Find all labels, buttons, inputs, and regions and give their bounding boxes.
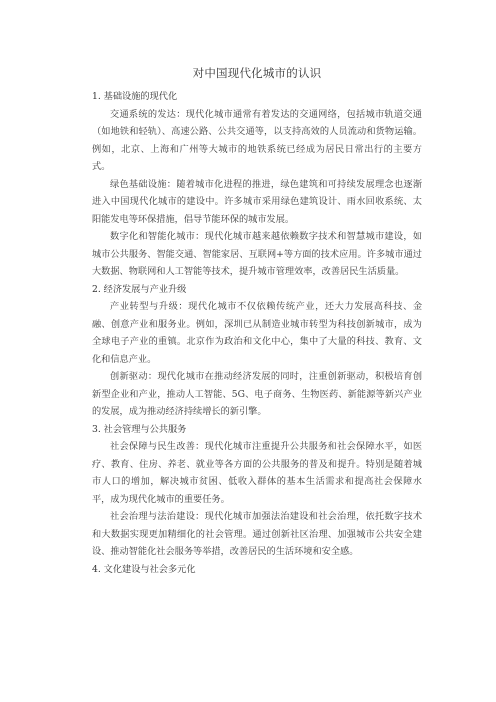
paragraph-label: 创新驱动： xyxy=(110,371,158,382)
paragraph-label: 绿色基础设施： xyxy=(110,178,177,190)
paragraph xyxy=(92,228,422,281)
section-heading: 2. 经济发展与产业升级 xyxy=(92,283,187,295)
section-heading: 3. 社会管理与公共服务 xyxy=(92,423,187,435)
paragraph xyxy=(92,508,422,561)
paragraph-text: 现代化城市不仅依赖传统产业，还大力发展高科技、金融、创意产业和服务业。例如，深圳已从制造业城市转型为科技创新城市，成为全球电子产业的重镇。北京作为政治和文化中心，集中了大量的科技、教育、文化和信息产业。 xyxy=(92,301,423,365)
section-4 xyxy=(92,561,422,579)
paragraph xyxy=(92,368,422,421)
paragraph-text: 随着城市化进程的推进，绿色建筑和可持续发展理念也逐渐进入中国现代化城市的建设中。许多城市采用绿色建筑设计、雨水回收系统、太阳能发电等环保措施，倡导节能环保的城市发展。 xyxy=(92,178,423,225)
paragraph xyxy=(92,298,422,368)
paragraph-label: 社会保障与民生改善： xyxy=(110,441,205,452)
paragraph-label: 社会治理与法治建设： xyxy=(110,511,205,522)
paragraph-text: 现代化城市加强法治建设和社会治理，依托数字技术和大数据实现更加精细化的社会管理。通过创新社区治理、加强城市公共安全建设、推动智能化社会服务等举措，改善居民的生活环境和安全感。 xyxy=(92,511,423,557)
paragraph-label: 产业转型与升级： xyxy=(110,301,189,312)
paragraph-text: 现代化城市越来越依赖数字技术和智慧城市建设，如城市公共服务、智能交通、智能家居、互联网+等方面的技术应用。许多城市通过大数据、物联网和人工智能等技术，提升城市管理效率，改善居民生活质量。 xyxy=(92,231,423,277)
document-title: 对中国现代化城市的认识 xyxy=(192,66,322,80)
section-heading: 4. 文化建设与社会多元化 xyxy=(92,563,196,575)
paragraph-text: 现代化城市通常有着发达的交通网络，包括城市轨道交通（如地铁和轻轨）、高速公路、公共交通等，以支持高效的人员流动和货物运输。例如，北京、上海和广州等大城市的地铁系统已经成为居民日常出行的主要方式。 xyxy=(92,108,422,172)
paragraph xyxy=(92,106,422,176)
document-body xyxy=(92,64,422,578)
section-2 xyxy=(92,281,422,421)
section-3 xyxy=(92,421,422,561)
paragraph xyxy=(92,438,422,508)
paragraph-text: 现代化城市注重提升公共服务和社会保障水平，如医疗、教育、住房、养老、就业等各方面的公共服务的普及和提升。特别是随着城市人口的增加，解决城市贫困、低收入群体的基本生活需求和提高社会保障水平，成为现代化城市的重要任务。 xyxy=(92,441,423,505)
paragraph-text: 现代化城市在推动经济发展的同时，注重创新驱动，积极培育创新型企业和产业，推动人工智能、5G、电子商务、生物医药、新能源等新兴产业的发展，成为推动经济持续增长的新引擎。 xyxy=(92,371,423,417)
paragraph xyxy=(92,176,422,229)
paragraph-label: 数字化和智能化城市： xyxy=(110,231,205,242)
section-heading: 1. 基础设施的现代化 xyxy=(92,91,178,102)
section-1 xyxy=(92,88,422,281)
paragraph-label: 交通系统的发达： xyxy=(110,108,186,120)
